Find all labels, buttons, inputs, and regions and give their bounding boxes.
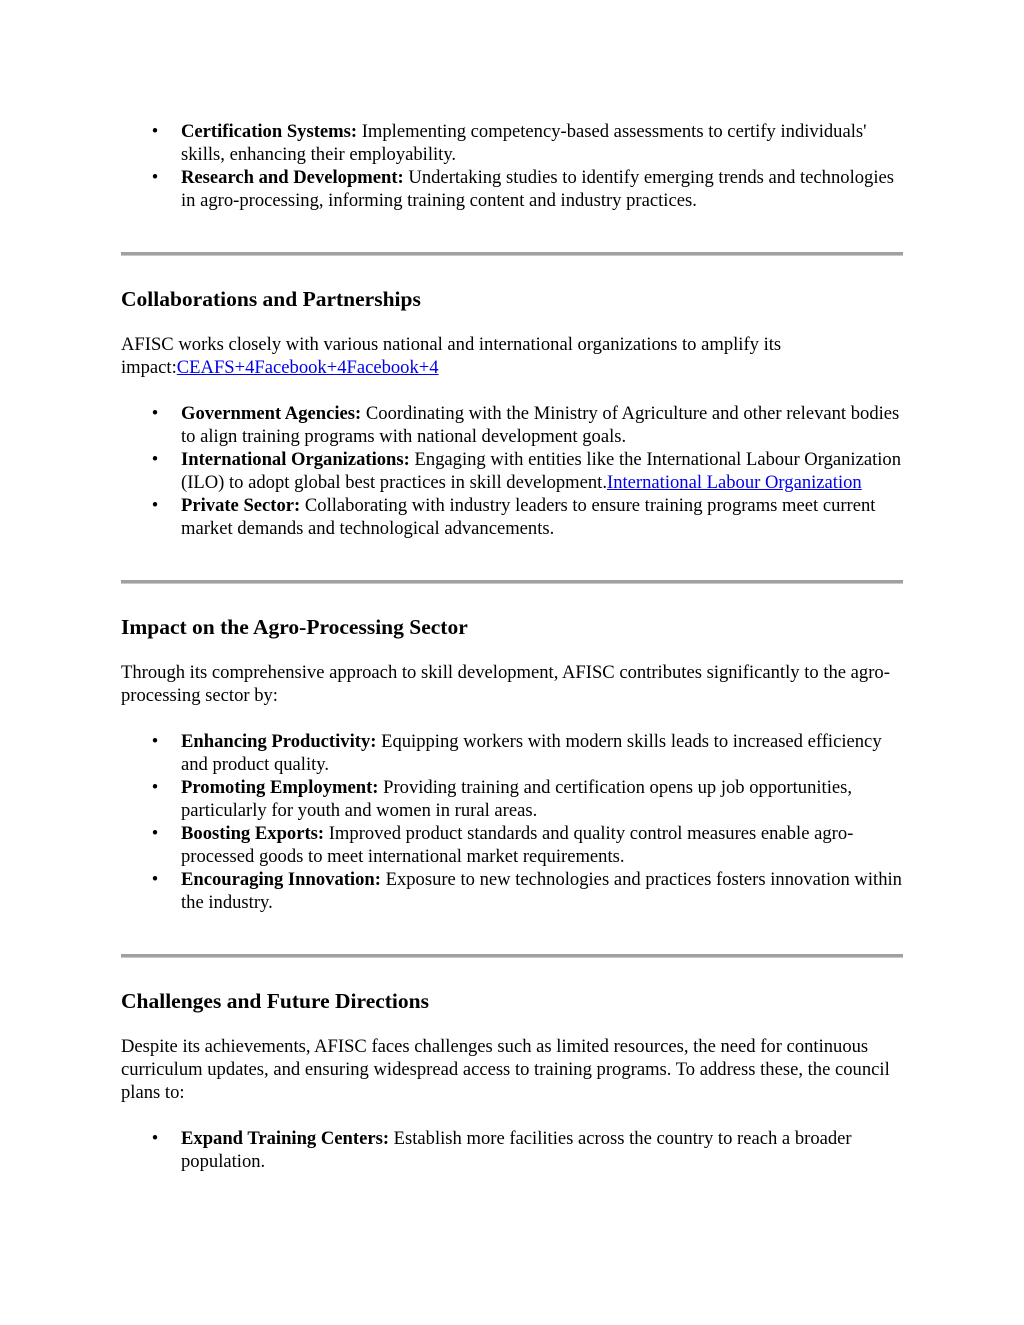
- list-item: [121, 402, 905, 448]
- ilo-source-link[interactable]: International Labour Organization: [607, 472, 862, 493]
- list-item-text: Equipping workers with modern skills leads to increased efficiency and product quality.: [181, 731, 882, 775]
- list-item-text: Coordinating with the Ministry of Agriculture and other relevant bodies to align training programs with national development goals.: [181, 403, 900, 447]
- section-divider: [121, 954, 903, 958]
- list-item: [121, 776, 905, 822]
- list-item-text: Undertaking studies to identify emerging trends and technologies in agro-processing, informing training content and industry practices.: [181, 167, 894, 211]
- list-item: [121, 1127, 905, 1173]
- list-item-text: Improved product standards and quality control measures enable agro-processed goods to meet international market requirements.: [181, 823, 854, 867]
- bullet-icon: •: [151, 121, 159, 142]
- section-heading-impact: Impact on the Agro-Processing Sector: [121, 615, 468, 639]
- list-item-text: Establish more facilities across the country to reach a broader population.: [181, 1128, 852, 1172]
- list-item-text: Collaborating with industry leaders to ensure training programs meet current market demands and technological advancements.: [181, 495, 876, 539]
- bullet-icon: •: [151, 167, 159, 188]
- list-item-text: Providing training and certification opens up job opportunities, particularly for youth and women in rural areas.: [181, 777, 853, 821]
- list-item-text: Engaging with entities like the International Labour Organization (ILO) to adopt global best practices in skill development.: [181, 449, 902, 493]
- section-heading-collaborations: Collaborations and Partnerships: [121, 287, 421, 311]
- bullet-icon: •: [151, 403, 159, 424]
- bullet-icon: •: [151, 869, 159, 890]
- impact-intro: Through its comprehensive approach to skill development, AFISC contributes significantly to the agro-processing sector by:: [121, 662, 890, 706]
- list-item-text: Exposure to new technologies and practices fosters innovation within the industry.: [181, 869, 902, 913]
- list-item: [121, 822, 905, 868]
- list-item-term: Research and Development:: [181, 167, 404, 188]
- bullet-icon: •: [151, 823, 159, 844]
- section-divider: [121, 580, 903, 584]
- collaborations-bullet-list: [121, 402, 905, 540]
- document-page: [121, 120, 905, 1173]
- ceafs-source-link[interactable]: CEAFS+4Facebook+4Facebook+4: [176, 357, 439, 378]
- list-item-term: Expand Training Centers:: [181, 1128, 390, 1149]
- list-item: [121, 166, 905, 212]
- challenges-bullet-list: [121, 1127, 905, 1173]
- list-item-text: Implementing competency-based assessments to certify individuals' skills, enhancing their employability.: [181, 121, 867, 165]
- list-item-term: Certification Systems:: [181, 121, 358, 142]
- section-divider: [121, 252, 903, 256]
- list-item-term: International Organizations:: [181, 449, 410, 470]
- list-item-term: Encouraging Innovation:: [181, 869, 381, 890]
- list-item-term: Promoting Employment:: [181, 777, 379, 798]
- section-heading-challenges: Challenges and Future Directions: [121, 989, 429, 1013]
- bullet-icon: •: [151, 449, 159, 470]
- list-item: [121, 730, 905, 776]
- list-item: [121, 448, 905, 494]
- challenges-intro: Despite its achievements, AFISC faces challenges such as limited resources, the need for continuous curriculum updates, and ensuring widespread access to training programs. To address these, the council plans to:: [121, 1036, 890, 1103]
- bullet-icon: •: [151, 777, 159, 798]
- list-item: [121, 494, 905, 540]
- list-item-term: Private Sector:: [181, 495, 301, 516]
- list-item: [121, 120, 905, 166]
- collaborations-intro: [121, 333, 905, 379]
- bullet-icon: •: [151, 1128, 159, 1149]
- list-item-term: Government Agencies:: [181, 403, 362, 424]
- list-item-term: Boosting Exports:: [181, 823, 325, 844]
- bullet-icon: •: [151, 731, 159, 752]
- collaborations-intro-text: AFISC works closely with various national and international organizations to amplify its impact:: [121, 334, 782, 378]
- list-item-term: Enhancing Productivity:: [181, 731, 377, 752]
- impact-bullet-list: [121, 730, 905, 914]
- list-item: [121, 868, 905, 914]
- top-bullet-list: [121, 120, 905, 212]
- bullet-icon: •: [151, 495, 159, 516]
